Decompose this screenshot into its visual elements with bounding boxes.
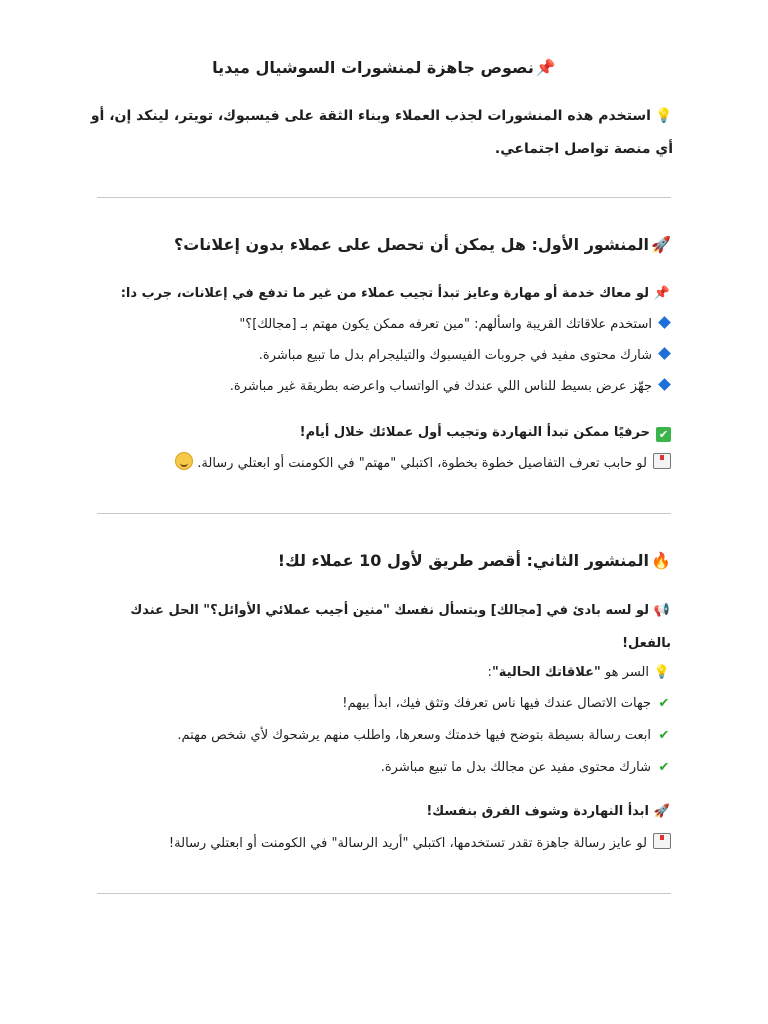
post1-lead-text: لو معاك خدمة أو مهارة وعايز تبدأ تجيب عملاء من غير ما تدفع في إعلانات، جرب دا: xyxy=(120,286,649,301)
rocket-icon: 🚀 xyxy=(651,235,671,254)
megaphone-icon: 📢 xyxy=(653,603,671,618)
check-mark-icon: ✔ xyxy=(658,696,670,711)
post2-closing xyxy=(77,800,671,824)
secret-bold: "علاقاتك الحالية" xyxy=(491,665,601,680)
post1-closing-text: حرفيًا ممكن تبدأ النهاردة وتجيب أول عملائك خلال أيام! xyxy=(299,425,650,440)
check-mark-icon: ✔ xyxy=(658,728,670,743)
page-title-text: نصوص جاهزة لمنشورات السوشيال ميديا xyxy=(212,58,534,77)
divider xyxy=(97,893,671,894)
post2-cta-text: لو عايز رسالة جاهزة تقدر تستخدمها، اكتبلي "أريد الرسالة" في الكومنت أو ابعتلي رسالة! xyxy=(168,836,647,851)
intro-paragraph xyxy=(83,100,673,166)
post1-cta xyxy=(77,452,671,476)
secret-prefix: السر هو xyxy=(604,665,649,680)
inbox-tray-icon xyxy=(653,833,671,849)
post2-heading-text: المنشور الثاني: أقصر طريق لأول 10 عملاء لك! xyxy=(277,551,649,570)
list-item-text: شارك محتوى مفيد في جروبات الفيسبوك والتيليجرام بدل ما تبيع مباشرة. xyxy=(258,348,652,363)
page-title xyxy=(97,54,671,82)
list-item-text: شارك محتوى مفيد عن مجالك بدل ما تبيع مباشرة. xyxy=(380,760,651,775)
fire-icon: 🔥 xyxy=(651,551,671,570)
post2-heading xyxy=(87,547,671,575)
post1-closing xyxy=(77,421,671,445)
pushpin-icon: 📌 xyxy=(653,286,671,301)
check-mark-icon: ✔ xyxy=(658,760,670,775)
blue-diamond-icon xyxy=(658,316,671,329)
lightbulb-icon: 💡 xyxy=(653,665,671,680)
list-item xyxy=(77,724,671,748)
divider xyxy=(97,513,671,514)
list-item-text: استخدم علاقاتك القريبة واسألهم: "مين تعرفه ممكن يكون مهتم بـ [مجالك]؟" xyxy=(239,317,652,332)
post2-lead-text: لو لسه بادئ في [مجالك] وبتسأل نفسك "منين أجيب عملائي الأوائل؟" الحل عندك بالفعل! xyxy=(130,603,671,651)
post1-cta-text: لو حابب تعرف التفاصيل خطوة بخطوة، اكتبلي "مهتم" في الكومنت أو ابعتلي رسالة. xyxy=(197,456,647,471)
list-item-text: ابعت رسالة بسيطة بتوضح فيها خدمتك وسعرها، واطلب منهم يرشحوك لأي شخص مهتم. xyxy=(177,728,651,743)
post2-secret xyxy=(77,661,671,685)
smiling-face-icon xyxy=(175,452,193,470)
secret-suffix: : xyxy=(487,665,492,680)
intro-text: استخدم هذه المنشورات لجذب العملاء وبناء الثقة على فيسبوك، تويتر، لينكد إن، أو أي منصة تواصل اجتماعي. xyxy=(90,108,673,157)
pushpin-icon: 📌 xyxy=(535,58,556,77)
lightbulb-icon: 💡 xyxy=(655,108,673,124)
post1-lead xyxy=(77,282,671,306)
post2-closing-text: ابدأ النهاردة وشوف الفرق بنفسك! xyxy=(426,804,649,819)
inbox-tray-icon xyxy=(653,453,671,469)
divider xyxy=(97,197,671,198)
post1-heading-text: المنشور الأول: هل يمكن أن تحصل على عملاء بدون إعلانات؟ xyxy=(174,235,649,254)
blue-diamond-icon xyxy=(658,378,671,391)
blue-diamond-icon xyxy=(658,347,671,360)
rocket-icon: 🚀 xyxy=(653,804,671,819)
list-item xyxy=(77,313,671,337)
post2-cta xyxy=(77,832,671,856)
list-item-text: جهات الاتصال عندك فيها ناس تعرفك وتثق فيك، ابدأ بيهم! xyxy=(342,696,651,711)
check-mark-button-icon: ✔ xyxy=(656,427,671,442)
post2-lead xyxy=(77,594,671,660)
post1-heading xyxy=(87,231,671,259)
list-item xyxy=(77,375,671,399)
list-item xyxy=(77,692,671,716)
list-item xyxy=(77,344,671,368)
list-item xyxy=(77,756,671,780)
list-item-text: جهّز عرض بسيط للناس اللي عندك في الواتساب واعرضه بطريقة غير مباشرة. xyxy=(229,379,652,394)
